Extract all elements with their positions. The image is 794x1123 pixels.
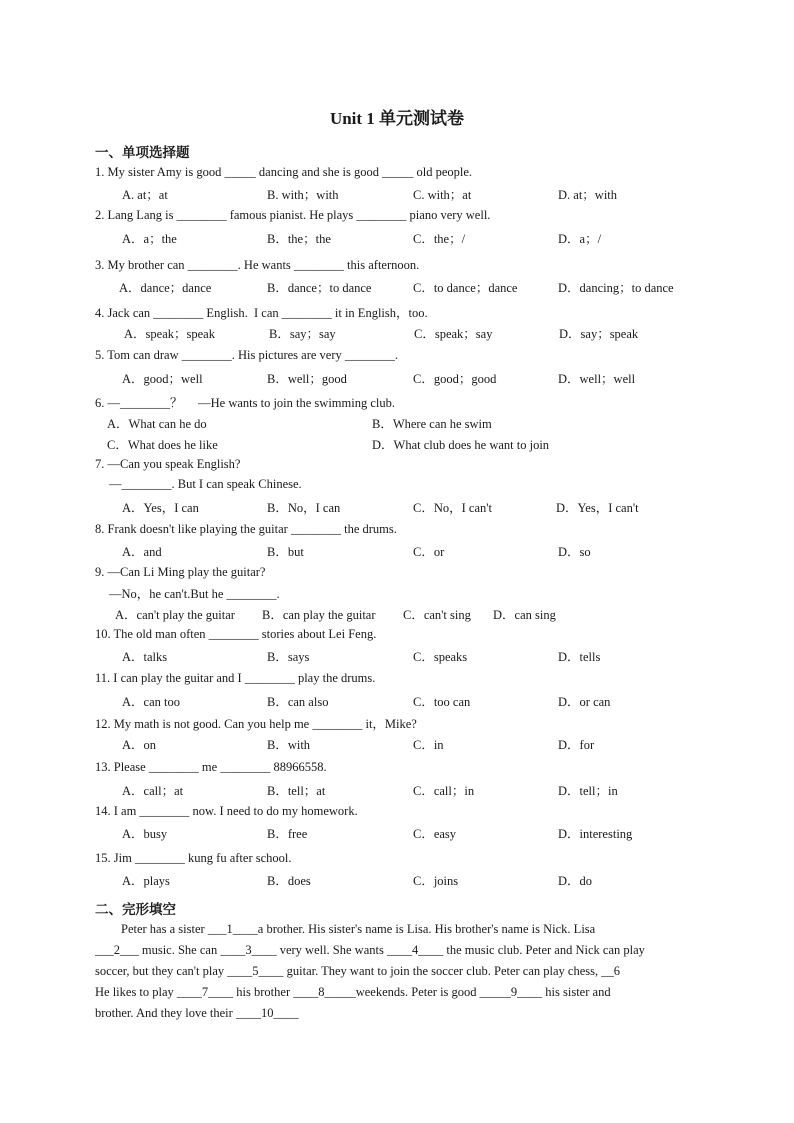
- option-c[interactable]: C. with；at: [413, 188, 472, 202]
- option-c[interactable]: C．good；good: [413, 372, 497, 386]
- section-heading-multiple-choice: 一、单项选择题: [95, 145, 190, 160]
- option-c[interactable]: C．easy: [413, 827, 457, 841]
- option-b[interactable]: B. with；with: [267, 188, 339, 202]
- passage-line: brother. And they love their ____10____: [95, 1006, 299, 1020]
- option-a[interactable]: A．a；the: [122, 232, 177, 246]
- option-d[interactable]: D．say；speak: [559, 327, 639, 341]
- option-a[interactable]: A．can't play the guitar: [115, 608, 235, 622]
- option-c[interactable]: C．the；/: [413, 232, 466, 246]
- option-a[interactable]: A．call；at: [122, 784, 184, 798]
- option-b[interactable]: B．can also: [267, 695, 329, 709]
- option-c[interactable]: C．can't sing: [403, 608, 471, 622]
- option-b[interactable]: B．No，I can: [267, 501, 341, 515]
- question-1-stem: 1. My sister Amy is good _____ dancing and she is good _____ old people.: [95, 165, 473, 179]
- option-a[interactable]: A．talks: [122, 650, 168, 664]
- passage-line: He likes to play ____7____ his brother ____8_____weekends. Peter is good _____9____ his sister and: [95, 985, 611, 999]
- question-3-stem: 3. My brother can ________. He wants ________ this afternoon.: [95, 258, 420, 272]
- option-c[interactable]: C．speaks: [413, 650, 468, 664]
- option-b[interactable]: B．does: [267, 874, 311, 888]
- option-a[interactable]: A．dance；dance: [119, 281, 212, 295]
- option-c[interactable]: C．joins: [413, 874, 459, 888]
- option-c[interactable]: C．in: [413, 738, 444, 752]
- option-b[interactable]: B．tell；at: [267, 784, 326, 798]
- question-4-stem: 4. Jack can ________ English. I can ________ it in English，too.: [95, 306, 428, 320]
- option-d[interactable]: D．for: [558, 738, 595, 752]
- option-d[interactable]: D. at；with: [558, 188, 618, 202]
- option-b[interactable]: B．the；the: [267, 232, 331, 246]
- page-title: Unit 1 单元测试卷: [329, 109, 465, 128]
- option-b[interactable]: B．dance；to dance: [267, 281, 372, 295]
- option-d[interactable]: D．interesting: [558, 827, 633, 841]
- option-b[interactable]: B．say；say: [269, 327, 336, 341]
- option-c[interactable]: C．to dance；dance: [413, 281, 518, 295]
- option-d[interactable]: D．so: [558, 545, 591, 559]
- option-c[interactable]: C．or: [413, 545, 445, 559]
- option-d[interactable]: D．Yes，I can't: [556, 501, 639, 515]
- option-c[interactable]: C．What does he like: [107, 438, 218, 452]
- question-5-stem: 5. Tom can draw ________. His pictures are very ________.: [95, 348, 398, 362]
- option-a[interactable]: A．Yes，I can: [122, 501, 199, 515]
- question-6-stem: 6. —________？ —He wants to join the swimming club.: [95, 396, 395, 410]
- cloze-passage: [95, 919, 699, 1024]
- option-a[interactable]: A．speak；speak: [124, 327, 215, 341]
- option-b[interactable]: B．can play the guitar: [262, 608, 376, 622]
- question-15-stem: 15. Jim ________ kung fu after school.: [95, 851, 292, 865]
- question-9-reply: —No，he can't.But he ________.: [109, 587, 280, 601]
- option-d[interactable]: D．do: [558, 874, 593, 888]
- option-b[interactable]: B．free: [267, 827, 308, 841]
- option-b[interactable]: B．Where can he swim: [372, 417, 492, 431]
- question-11-stem: 11. I can play the guitar and I ________ play the drums.: [95, 671, 376, 685]
- option-b[interactable]: B．with: [267, 738, 311, 752]
- question-8-stem: 8. Frank doesn't like playing the guitar ________ the drums.: [95, 522, 397, 536]
- option-a[interactable]: A．What can he do: [107, 417, 207, 431]
- question-10-stem: 10. The old man often ________ stories about Lei Feng.: [95, 627, 377, 641]
- option-a[interactable]: A．on: [122, 738, 157, 752]
- passage-line: soccer, but they can't play ____5____ guitar. They want to join the soccer club. Peter can play chess, __6: [95, 964, 620, 978]
- question-12-stem: 12. My math is not good. Can you help me ________ it，Mike?: [95, 717, 417, 731]
- option-c[interactable]: C．call；in: [413, 784, 475, 798]
- option-c[interactable]: C．speak；say: [414, 327, 493, 341]
- question-2-stem: 2. Lang Lang is ________ famous pianist. He plays ________ piano very well.: [95, 208, 491, 222]
- question-7-reply: —________. But I can speak Chinese.: [109, 477, 302, 491]
- option-d[interactable]: D．a；/: [558, 232, 602, 246]
- question-9-stem: 9. —Can Li Ming play the guitar?: [95, 565, 266, 579]
- question-13-stem: 13. Please ________ me ________ 88966558.: [95, 760, 327, 774]
- option-c[interactable]: C．No，I can't: [413, 501, 492, 515]
- option-d[interactable]: D．well；well: [558, 372, 636, 386]
- option-c[interactable]: C．too can: [413, 695, 471, 709]
- option-a[interactable]: A．busy: [122, 827, 168, 841]
- passage-line: ___2___ music. She can ____3____ very well. She wants ____4____ the music club. Peter and Nick can play: [95, 943, 645, 957]
- option-a[interactable]: A．and: [122, 545, 162, 559]
- question-7-stem: 7. —Can you speak English?: [95, 457, 241, 471]
- option-a[interactable]: A．plays: [122, 874, 170, 888]
- option-a[interactable]: A．can too: [122, 695, 180, 709]
- option-d[interactable]: D．What club does he want to join: [372, 438, 550, 452]
- question-14-stem: 14. I am ________ now. I need to do my homework.: [95, 804, 358, 818]
- option-d[interactable]: D．tells: [558, 650, 601, 664]
- option-d[interactable]: D．dancing；to dance: [558, 281, 674, 295]
- option-d[interactable]: D．can sing: [493, 608, 556, 622]
- passage-line: Peter has a sister ___1____a brother. His sister's name is Lisa. His brother's name is Nick. Lisa: [121, 922, 596, 936]
- option-b[interactable]: B．well；good: [267, 372, 347, 386]
- option-a[interactable]: A. at；at: [122, 188, 168, 202]
- section-heading-cloze: 二、完形填空: [95, 902, 176, 917]
- option-b[interactable]: B．says: [267, 650, 310, 664]
- option-b[interactable]: B．but: [267, 545, 304, 559]
- option-a[interactable]: A．good；well: [122, 372, 203, 386]
- option-d[interactable]: D．tell；in: [558, 784, 618, 798]
- option-d[interactable]: D．or can: [558, 695, 611, 709]
